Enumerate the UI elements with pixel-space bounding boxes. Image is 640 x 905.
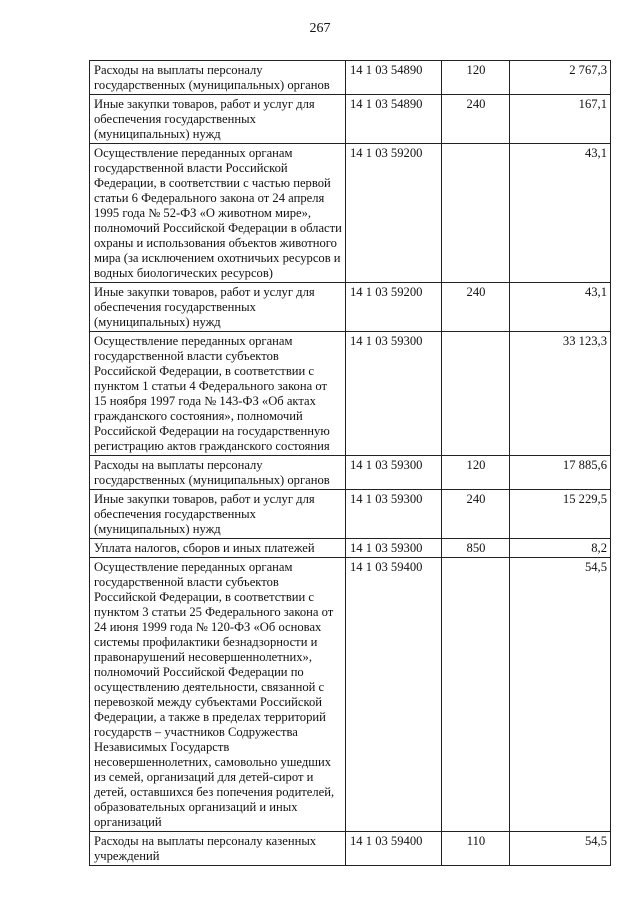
row-amount: 15 229,5 (510, 490, 611, 539)
row-expense-type: 240 (442, 283, 510, 332)
row-code: 14 1 03 59300 (346, 456, 442, 490)
row-expense-type (442, 332, 510, 456)
row-name: Осуществление переданных органам государственной власти Российской Федерации, в соответствии с частью первой статьи 6 Федерального закона от 24 апреля 1995 года № 52-ФЗ «О животном мире», полномочий Российской Федерации в области охраны и использования объектов животного мира (за исключением охотничьих ресурсов и водных биологических ресурсов) (90, 144, 346, 283)
table-row (90, 490, 611, 539)
page-number: 267 (309, 21, 331, 36)
row-name: Расходы на выплаты персоналу государственных (муниципальных) органов (90, 61, 346, 95)
row-name: Иные закупки товаров, работ и услуг для обеспечения государственных (муниципальных) нужд (90, 490, 346, 539)
row-name: Уплата налогов, сборов и иных платежей (90, 539, 346, 558)
row-expense-type: 240 (442, 490, 510, 539)
table-row (90, 61, 611, 95)
row-code: 14 1 03 59200 (346, 144, 442, 283)
row-code: 14 1 03 59300 (346, 332, 442, 456)
table-row (90, 144, 611, 283)
row-code: 14 1 03 59300 (346, 539, 442, 558)
table-row (90, 332, 611, 456)
row-name: Расходы на выплаты персоналу казенных учреждений (90, 832, 346, 866)
row-expense-type: 120 (442, 61, 510, 95)
table-row (90, 95, 611, 144)
row-code: 14 1 03 59200 (346, 283, 442, 332)
row-name: Иные закупки товаров, работ и услуг для обеспечения государственных (муниципальных) нужд (90, 283, 346, 332)
row-name: Расходы на выплаты персоналу государственных (муниципальных) органов (90, 456, 346, 490)
row-expense-type: 240 (442, 95, 510, 144)
table-row (90, 456, 611, 490)
row-amount: 54,5 (510, 832, 611, 866)
row-amount: 43,1 (510, 144, 611, 283)
budget-table (89, 60, 611, 866)
row-expense-type: 120 (442, 456, 510, 490)
row-code: 14 1 03 59400 (346, 832, 442, 866)
row-amount: 8,2 (510, 539, 611, 558)
budget-table-body (90, 61, 611, 866)
row-code: 14 1 03 54890 (346, 95, 442, 144)
table-row (90, 558, 611, 832)
row-amount: 17 885,6 (510, 456, 611, 490)
row-amount: 54,5 (510, 558, 611, 832)
table-row (90, 539, 611, 558)
row-code: 14 1 03 54890 (346, 61, 442, 95)
row-code: 14 1 03 59400 (346, 558, 442, 832)
row-expense-type (442, 558, 510, 832)
row-name: Осуществление переданных органам государственной власти субъектов Российской Федерации, в соответствии с пунктом 3 статьи 25 Федерального закона от 24 июня 1999 года № 120-ФЗ «Об основах системы профилактики безнадзорности и правонарушений несовершеннолетних», полномочий Российской Федерации по осуществлению деятельности, связанной с перевозкой между субъектами Российской Федерации, а также в пределах территорий государств – участников Содружества Независимых Государств несовершеннолетних, самовольно ушедших из семей, организаций для детей-сирот и детей, оставшихся без попечения родителей, образовательных организаций и иных организаций (90, 558, 346, 832)
row-amount: 43,1 (510, 283, 611, 332)
row-code: 14 1 03 59300 (346, 490, 442, 539)
table-row (90, 283, 611, 332)
row-amount: 167,1 (510, 95, 611, 144)
table-row (90, 832, 611, 866)
row-expense-type: 850 (442, 539, 510, 558)
row-expense-type (442, 144, 510, 283)
row-amount: 33 123,3 (510, 332, 611, 456)
row-name: Иные закупки товаров, работ и услуг для обеспечения государственных (муниципальных) нужд (90, 95, 346, 144)
row-amount: 2 767,3 (510, 61, 611, 95)
row-name: Осуществление переданных органам государственной власти субъектов Российской Федерации, в соответствии с пунктом 1 статьи 4 Федерального закона от 15 ноября 1997 года № 143-ФЗ «Об актах гражданского состояния», полномочий Российской Федерации на государственную регистрацию актов гражданского состояния (90, 332, 346, 456)
row-expense-type: 110 (442, 832, 510, 866)
